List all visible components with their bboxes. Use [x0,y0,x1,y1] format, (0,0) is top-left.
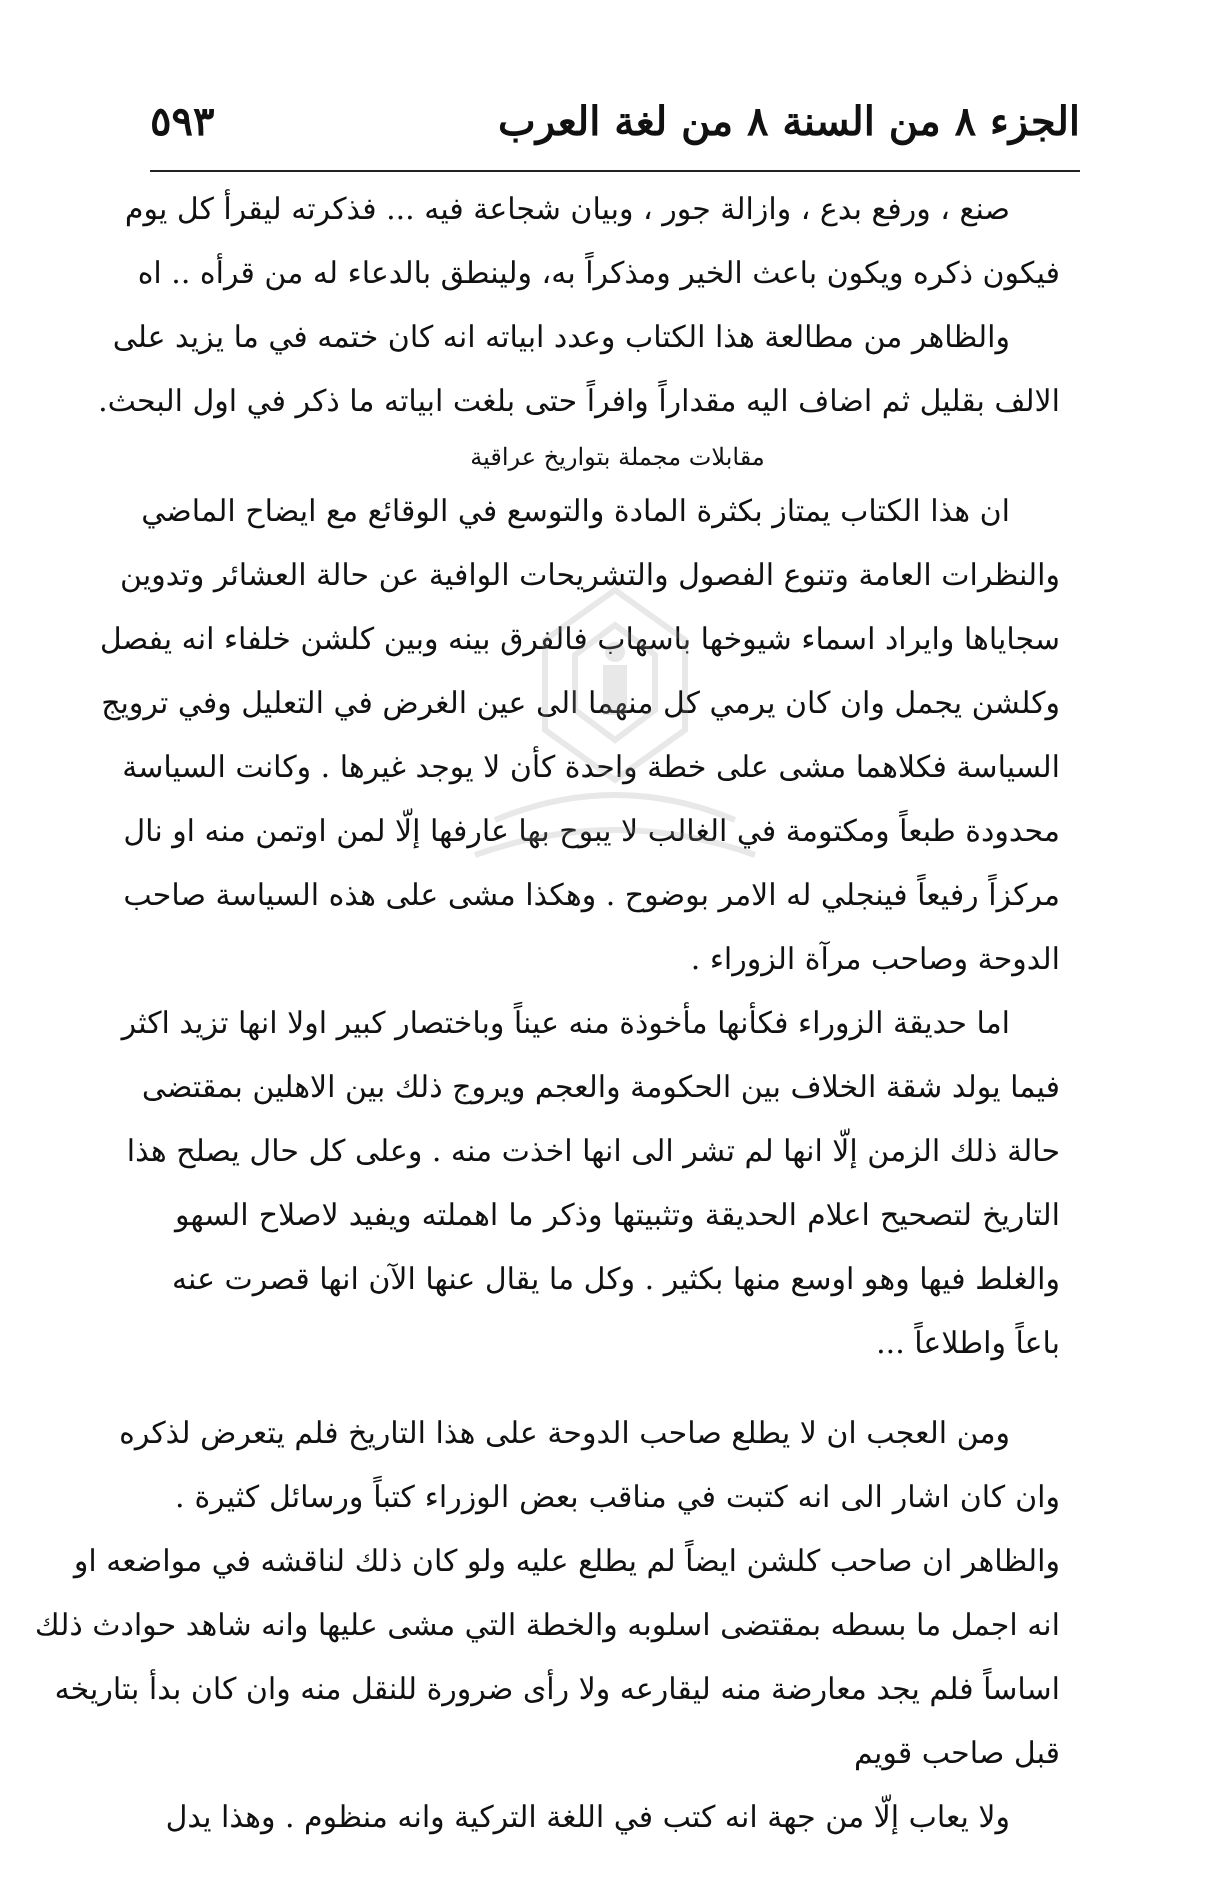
text-line: الالف بقليل ثم اضاف اليه مقداراً وافراً حتى بلغت ابياته ما ذكر في اول البحث. [98,384,1060,419]
text-line: وكلشن يجمل وان كان يرمي كل منهما الى عين الغرض في التعليل وفي ترويج [101,686,1060,721]
paragraph-gap [175,1376,1060,1402]
text-line: مركزاً رفيعاً فينجلي له الامر بوضوح . وهكذا مشى على هذه السياسة صاحب [123,878,1060,913]
text-line: قبل صاحب قويم [854,1736,1060,1771]
section-subheading: مقابلات مجملة بتواريخ عراقية [470,443,765,471]
text-line: صنع ، ورفع بدع ، وازالة جور ، وبيان شجاعة فيه ... فذكرته ليقرأ كل يوم [124,192,1010,227]
text-line: والغلط فيها وهو اوسع منها بكثير . وكل ما يقال عنها الآن انها قصرت عنه [171,1262,1060,1297]
text-line: محدودة طبعاً ومكتومة في الغالب لا يبوح بها عارفها إلّا لمن اوتمن منه او نال [123,814,1060,849]
text-line: التاريخ لتصحيح اعلام الحديقة وتثبيتها وذكر ما اهملته ويفيد لاصلاح السهو [175,1198,1060,1233]
text-line: ان هذا الكتاب يمتاز بكثرة المادة والتوسع في الوقائع مع ايضاح الماضي [141,494,1010,529]
text-line: اما حديقة الزوراء فكأنها مأخوذة منه عيناً وباختصار كبير اولا انها تزيد اكثر [121,1006,1010,1041]
text-line: والنظرات العامة وتنوع الفصول والتشريحات الوافية عن حالة العشائر وتدوين [120,558,1060,593]
text-line: الدوحة وصاحب مرآة الزوراء . [690,942,1060,977]
text-line: فيما يولد شقة الخلاف بين الحكومة والعجم ويروج ذلك بين الاهلين بمقتضى [141,1070,1060,1105]
body-text [34,178,1060,1850]
text-line: اساساً فلم يجد معارضة منه ليقارعه ولا رأى ضرورة للنقل منه وان كان بدأ بتاريخه [54,1672,1060,1707]
page-number: ٥٩٣ [150,98,215,145]
text-line: ولا يعاب إلّا من جهة انه كتب في اللغة التركية وانه منظوم . وهذا يدل [165,1800,1010,1835]
header-title: الجزء ٨ من السنة ٨ من لغة العرب [498,98,1080,145]
text-line: والظاهر ان صاحب كلشن ايضاً لم يطلع عليه ولو كان ذلك لناقشه في مواضعه او [73,1544,1060,1579]
text-line: حالة ذلك الزمن إلّا انها لم تشر الى انها اخذت منه . وعلى كل حال يصلح هذا [126,1134,1060,1169]
text-line: وان كان اشار الى انه كتبت في مناقب بعض الوزراء كتباً ورسائل كثيرة . [175,1480,1060,1515]
text-line: السياسة فكلاهما مشى على خطة واحدة كأن لا يوجد غيرها . وكانت السياسة [122,750,1060,785]
header-rule [150,170,1080,172]
text-line: فيكون ذكره ويكون باعث الخير ومذكراً به، ولينطق بالدعاء له من قرأه .. اه [137,256,1060,291]
text-line: سجاياها وايراد اسماء شيوخها باسهاب فالفرق بينه وبين كلشن خلفاء انه يفصل [99,622,1060,657]
text-line: والظاهر من مطالعة هذا الكتاب وعدد ابياته انه كان ختمه في ما يزيد على [112,320,1010,355]
text-line: انه اجمل ما بسطه بمقتضى اسلوبه والخطة التي مشى عليها وانه شاهد حوادث ذلك [34,1608,1060,1643]
text-line: ومن العجب ان لا يطلع صاحب الدوحة على هذا التاريخ فلم يتعرض لذكره [119,1416,1010,1451]
running-header [150,92,1080,162]
text-line: باعاً واطلاعاً ... [876,1326,1060,1361]
